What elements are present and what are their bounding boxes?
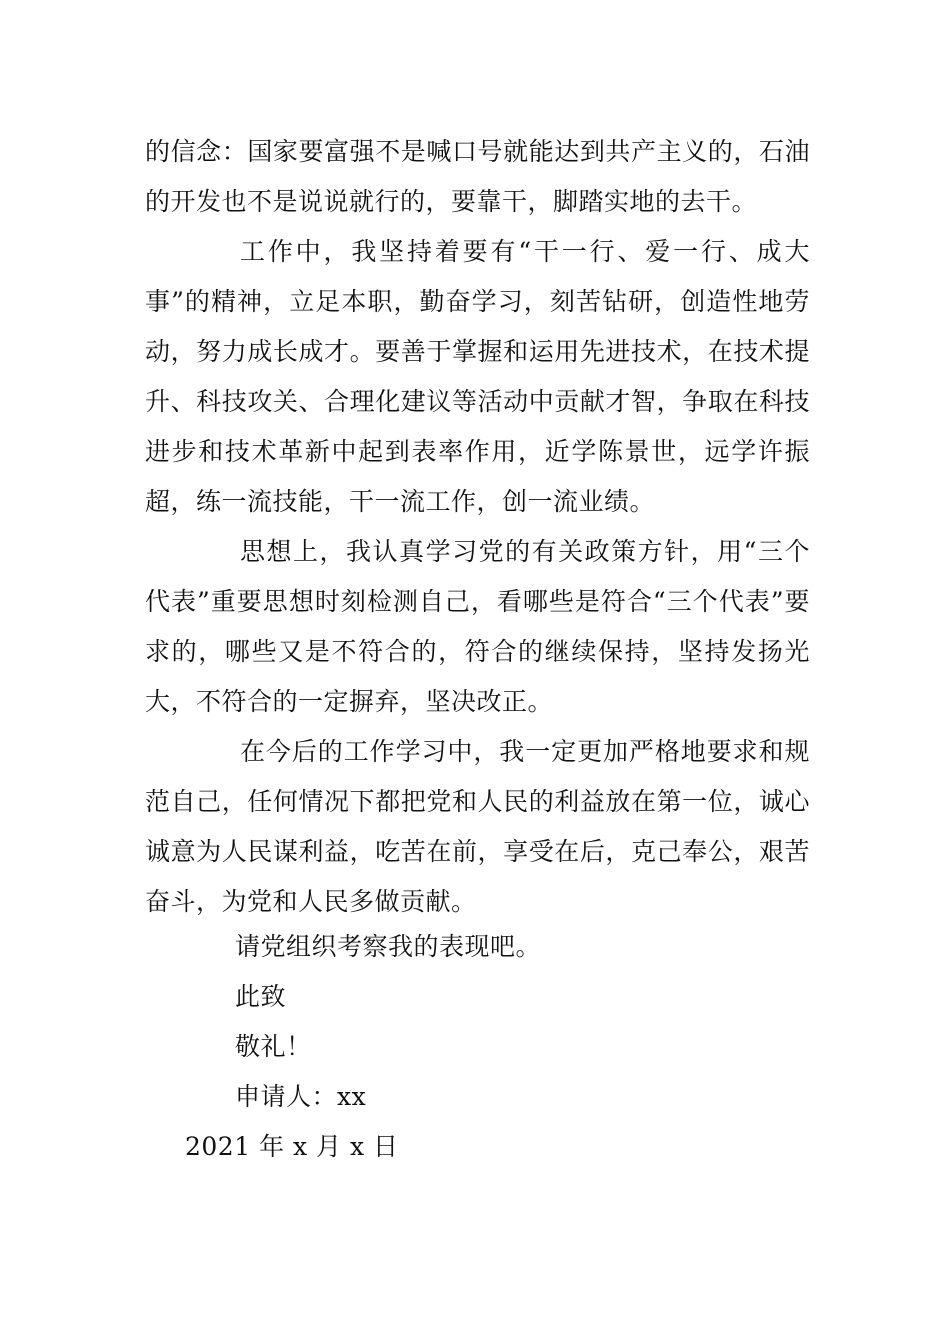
paragraph-continuation: 的信念：国家要富强不是喊口号就能达到共产主义的，石油的开发也不是说说就行的，要靠干，脚踏实地的去干。: [145, 137, 810, 216]
letter-date: 2021 年 x 月 x 日: [185, 1132, 399, 1161]
closing-regards: 敬礼！: [235, 1032, 312, 1061]
paragraph-future: 在今后的工作学习中，我一定更加严格地要求和规范自己，任何情况下都把党和人民的利益放在第一位，诚心诚意为人民谋利益，吃苦在前，享受在后，克己奉公，艰苦奋斗，为党和人民多做贡献。: [145, 737, 810, 916]
applicant-signature: 申请人：xx: [235, 1082, 367, 1111]
paragraph-ideology: 思想上，我认真学习党的有关政策方针，用“三个代表”重要思想时刻检测自己，看哪些是符合“三个代表”要求的，哪些又是不符合的，符合的继续保持，坚持发扬光大，不符合的一定摒弃，坚决改正。: [145, 537, 810, 716]
closing-request: 请党组织考察我的表现吧。: [235, 932, 542, 961]
paragraph-work: 工作中，我坚持着要有“干一行、爱一行、成大事”的精神，立足本职，勤奋学习，刻苦钻研，创造性地劳动，努力成长成才。要善于掌握和运用先进技术，在技术提升、科技攻关、合理化建议等活动中贡献才智，争取在科技进步和技术革新中起到表率作用，近学陈景世，远学许振超，练一流技能，干一流工作，创一流业绩。: [145, 237, 810, 516]
closing-salutation: 此致: [235, 982, 287, 1011]
